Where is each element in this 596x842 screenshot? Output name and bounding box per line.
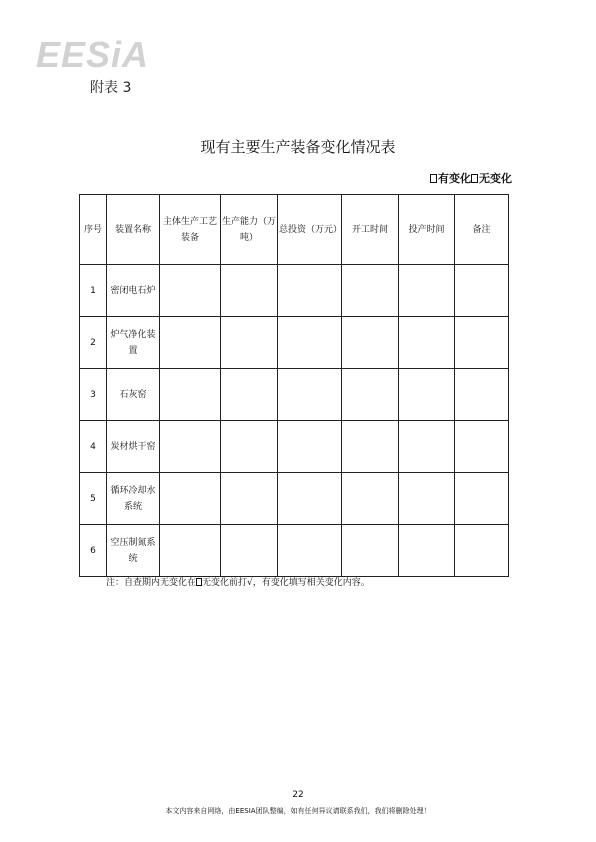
table-row [80, 369, 509, 421]
cell-remarks[interactable] [455, 369, 509, 421]
cell-operation-time[interactable] [399, 265, 455, 317]
cell-process-equipment[interactable] [160, 317, 221, 369]
cell-remarks[interactable] [455, 265, 509, 317]
table-header-row [80, 195, 509, 265]
row-number: 1 [80, 265, 107, 317]
device-name: 循环冷却水系统 [107, 473, 160, 525]
cell-process-equipment[interactable] [160, 525, 221, 577]
table-note [106, 575, 370, 588]
col-header-investment: 总投资（万元） [278, 195, 342, 265]
row-number: 4 [80, 421, 107, 473]
col-header-device-name: 装置名称 [107, 195, 160, 265]
change-option-unchanged: 无变化 [479, 172, 512, 185]
cell-process-equipment[interactable] [160, 369, 221, 421]
cell-start-time[interactable] [342, 317, 399, 369]
cell-investment[interactable] [278, 369, 342, 421]
row-number: 2 [80, 317, 107, 369]
cell-start-time[interactable] [342, 369, 399, 421]
col-header-remarks: 备注 [455, 195, 509, 265]
cell-process-equipment[interactable] [160, 265, 221, 317]
cell-start-time[interactable] [342, 421, 399, 473]
cell-operation-time[interactable] [399, 369, 455, 421]
cell-capacity[interactable] [221, 473, 278, 525]
cell-start-time[interactable] [342, 265, 399, 317]
table-row [80, 525, 509, 577]
table-row [80, 421, 509, 473]
col-header-start-time: 开工时间 [342, 195, 399, 265]
cell-process-equipment[interactable] [160, 473, 221, 525]
device-name: 空压制氮系统 [107, 525, 160, 577]
cell-investment[interactable] [278, 473, 342, 525]
footer-disclaimer: 本文内容来自网络，由EESIA团队整编，如有任何异议请联系我们，我们将删除处理！ [165, 807, 431, 815]
page-number: 22 [292, 790, 304, 800]
checkbox-changed[interactable] [430, 174, 437, 183]
table-row [80, 265, 509, 317]
cell-remarks[interactable] [455, 525, 509, 577]
col-header-no: 序号 [80, 195, 107, 265]
table-row [80, 473, 509, 525]
cell-operation-time[interactable] [399, 473, 455, 525]
cell-operation-time[interactable] [399, 421, 455, 473]
note-text: 无变化前打√，有变化填写相关变化内容。 [202, 578, 370, 588]
cell-start-time[interactable] [342, 525, 399, 577]
col-header-capacity: 生产能力（万吨） [221, 195, 278, 265]
cell-investment[interactable] [278, 421, 342, 473]
device-name: 石灰窑 [107, 369, 160, 421]
col-header-operation-time: 投产时间 [399, 195, 455, 265]
row-number: 6 [80, 525, 107, 577]
change-options [430, 170, 512, 186]
col-header-process-equipment: 主体生产工艺装备 [160, 195, 221, 265]
cell-capacity[interactable] [221, 265, 278, 317]
cell-capacity[interactable] [221, 525, 278, 577]
cell-capacity[interactable] [221, 421, 278, 473]
cell-remarks[interactable] [455, 473, 509, 525]
cell-remarks[interactable] [455, 421, 509, 473]
cell-process-equipment[interactable] [160, 421, 221, 473]
cell-capacity[interactable] [221, 317, 278, 369]
cell-capacity[interactable] [221, 369, 278, 421]
equipment-table [79, 194, 509, 577]
change-option-changed: 有变化 [438, 172, 471, 185]
eesia-logo: EESiA [36, 34, 150, 75]
table-row [80, 317, 509, 369]
cell-start-time[interactable] [342, 473, 399, 525]
device-name: 炭材烘干窑 [107, 421, 160, 473]
cell-remarks[interactable] [455, 317, 509, 369]
checkbox-unchanged[interactable] [471, 174, 478, 183]
row-number: 3 [80, 369, 107, 421]
device-name: 密闭电石炉 [107, 265, 160, 317]
cell-operation-time[interactable] [399, 317, 455, 369]
note-prefix: 注：自查期内无变化在 [106, 578, 197, 588]
page-title: 现有主要生产装备变化情况表 [200, 138, 396, 156]
appendix-label: 附表 3 [90, 80, 132, 96]
cell-investment[interactable] [278, 525, 342, 577]
cell-investment[interactable] [278, 265, 342, 317]
row-number: 5 [80, 473, 107, 525]
device-name: 炉气净化装置 [107, 317, 160, 369]
cell-operation-time[interactable] [399, 525, 455, 577]
cell-investment[interactable] [278, 317, 342, 369]
